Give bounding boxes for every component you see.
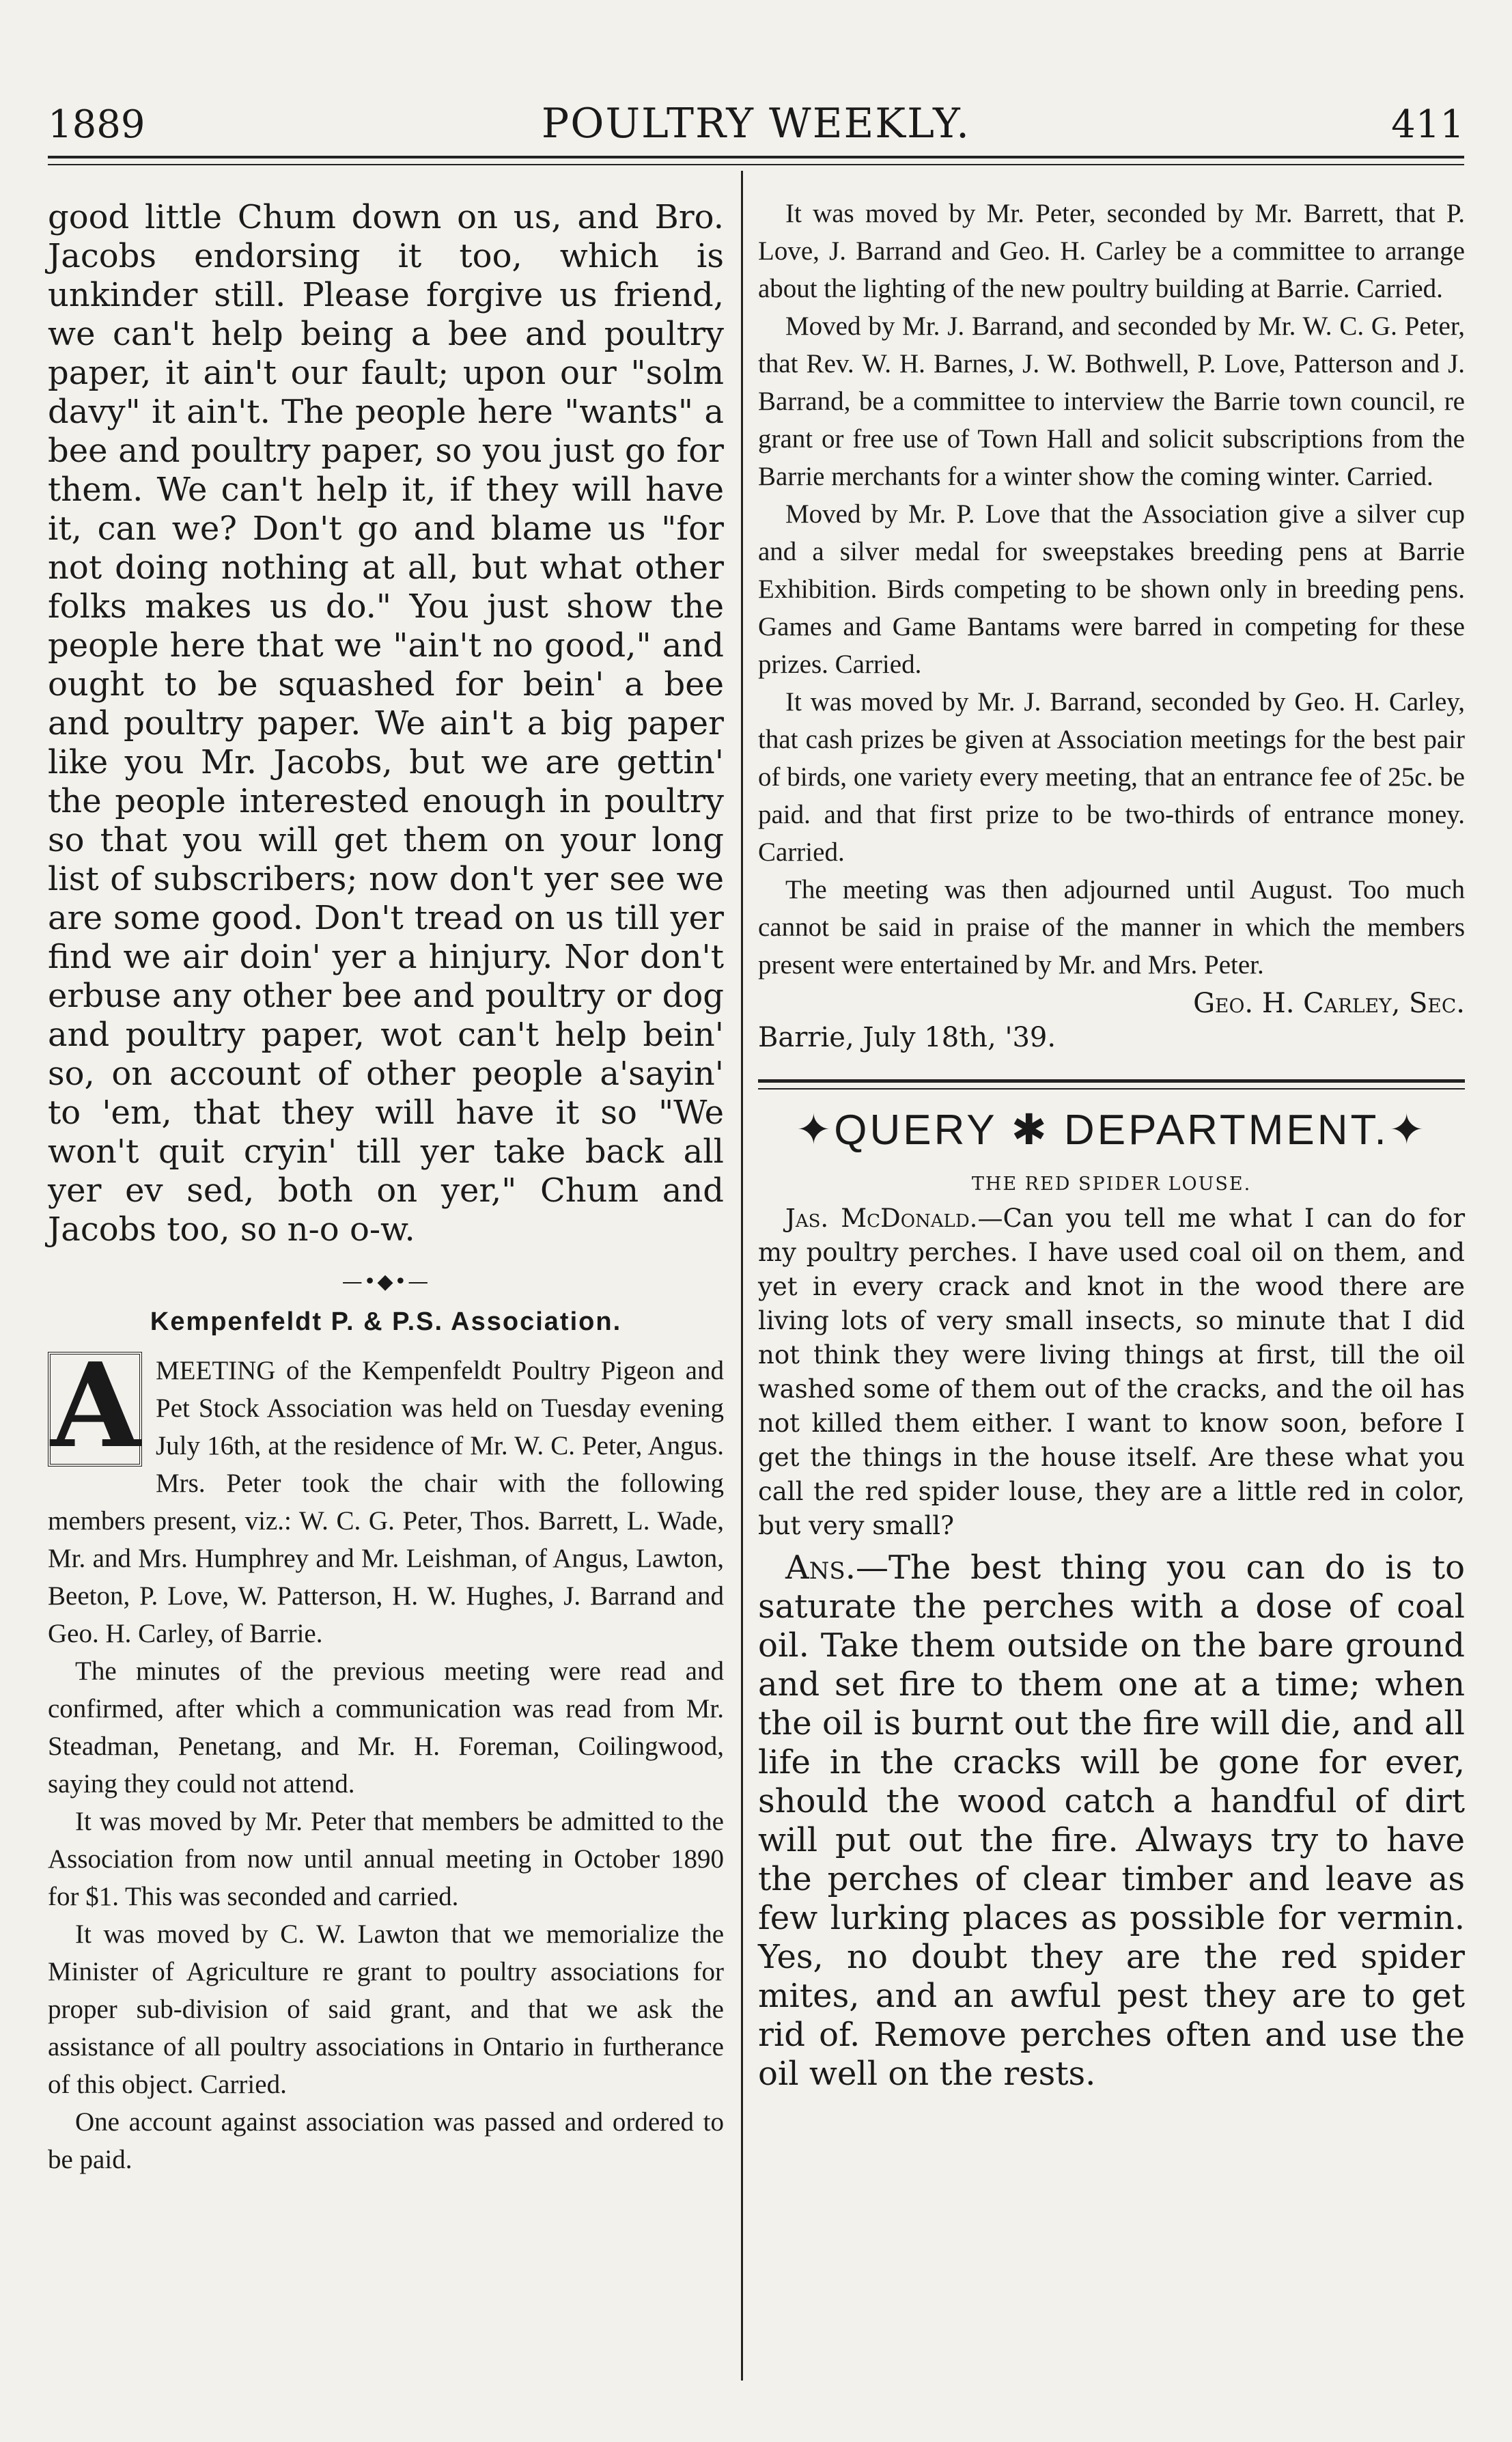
page-header [48,96,1464,157]
ornament-divider [48,1270,724,1294]
header-year: 1889 [48,102,145,147]
query-letter [758,1202,1465,1543]
header-page-number: 411 [1391,102,1464,147]
paragraph-town-council: Moved by Mr. J. Barrand, and seconded by Mr. W. C. G. Peter, that Rev. W. H. Barnes, J. W. Bothwell, P. Love, Patterson and J. Barrand, be a committee to interview the Barrie town council, re grant or free use of Town Hall and solicit subscriptions from the Barrie merchants for a winter show the coming winter. Carried. [758,311,1465,491]
opening-paragraph [48,1337,724,1652]
query-department-heading: ✦QUERY ✱ DEPARTMENT.✦ [796,1107,1427,1154]
header-rule [48,156,1464,165]
query-paragraph [758,1202,1465,1543]
paragraph-account: One account against association was passed and ordered to be paid. [48,2107,724,2174]
query-subheading: THE RED SPIDER LOUSE. [971,1174,1252,1195]
answer-block [758,1549,1465,2094]
opening-smallcaps: MEETING [156,1356,276,1385]
section-title-kempenfeldt: Kempenfeldt P. & P.S. Association. [150,1307,622,1336]
answer-label: Ans. [785,1549,856,1587]
paragraph-lighting: It was moved by Mr. Peter, seconded by Mr. Barrett, that P. Love, J. Barrand and Geo. H. Carley be a committee to arrange about the lighting of the new poultry building at Barrie. Carried. [758,199,1465,303]
paragraph-silver-cup: Moved by Mr. P. Love that the Association give a silver cup and a silver medal for sweepstakes breeding pens at Barrie Exhibition. Birds competing to be shown only in breeding pens. Games and Game Bantams were barred in competing for these prizes. Carried. [758,499,1465,679]
left-column [48,198,724,2178]
section-rule [758,1079,1465,1090]
query-text: —Can you tell me what I can do for my poultry perches. I have used coal oil on them, and yet in every crack and knot in the wood there are living lots of very small insects, so minute that I did not think they were living things at first, till the oil washed some of them out of the cracks, and the oil has not killed them either. I want to know soon, before I get the things in the house itself. Are these what you call the red spider louse, they are a little red in color, but very small? [758,1204,1466,1540]
column-divider [741,171,743,2381]
kempenfeldt-article [48,1337,724,2178]
paragraph-cash-prizes: It was moved by Mr. J. Barrand, seconded by Geo. H. Carley, that cash prizes be given at Association meetings for the best pair of birds, one variety every meeting, that an entrance fee of 25c. be paid. and that first prize to be two-thirds of entrance money. Carried. [758,687,1465,867]
place-date: Barrie, July 18th, '39. [758,1022,1056,1053]
ornament-glyph: —•◆•— [341,1270,430,1294]
answer-paragraph [758,1549,1465,2094]
right-column [758,195,1465,2094]
header-title: POULTRY WEEKLY. [541,100,971,148]
query-author: Jas. McDonald. [785,1204,978,1233]
letter-text: good little Chum down on us, and Bro. Jacobs endorsing it too, which is unkinder still. Please forgive us friend, we can't help being a bee and poultry paper, it ain't our fault; upon our "solm davy" it ain't. The people here "wants" a bee and poultry paper, so you just go for them. We can't help it, if they will have it, can we? Don't go and blame us "for not doing nothing at all, but what other folks makes us do." You just show the people here that we "ain't no good," and ought to be squashed for bein' a bee and poultry paper. We ain't a big paper like you Mr. Jacobs, but we are gettin' the people interested enough in poultry so that you will get them on your long list of subscribers; now don't yer see we are some good. Don't tread on us till yer find we air doin' yer a hinjury. Nor don't erbuse any other bee and poultry or dog and poultry paper, wot can't help bein' so, on account of other people a'sayin' to 'em, that they will have it so "We won't quit cryin' till yer take back all yer ev sed, both on yer," Chum and Jacobs too, so n-o o-w. [48,198,724,1249]
paragraph-membership: It was moved by Mr. Peter that members be admitted to the Association from now until annual meeting in October 1890 for $1. This was seconded and carried. [48,1807,724,1911]
paragraph-memorialize: It was moved by C. W. Lawton that we memorialize the Minister of Agriculture re grant to poultry associations for proper sub-division of said grant, and that we ask the assistance of all poultry associations in Ontario in furtherance of this object. Carried. [48,1919,724,2099]
paragraph-minutes: The minutes of the previous meeting were read and confirmed, after which a communication was read from Mr. Steadman, Penetang, and Mr. H. Foreman, Coilingwood, saying they could not attend. [48,1656,724,1799]
opening-text: of the Kempenfeldt Poultry Pigeon and Pet Stock Association was held on Tuesday evening July 16th, at the residence of Mr. W. C. Peter, Angus. Mrs. Peter took the chair with the following members present, viz.: W. C. G. Peter, Thos. Barrett, L. Wade, Mr. and Mrs. Humphrey and Mr. Leishman, of Angus, Lawton, Beeton, P. Love, W. Patterson, H. W. Hughes, J. Barrand and Geo. H. Carley, of Barrie. [48,1356,724,1648]
secretary-signature: Geo. H. Carley, Sec. [1193,988,1465,1019]
answer-text: —The best thing you can do is to saturate the perches with a dose of coal oil. Take them outside on the bare ground and set fire to them one at a time; when the oil is burnt out the fire will die, and all life in the cracks will be gone for ever, should the wood catch a handful of dirt will put out the fire. Always try to have the perches of clear timber and leave as few lurking places as possible for vermin. Yes, no doubt they are the red spider mites, and an awful pest they are to get rid of. Remove perches often and use the oil well on the rests. [758,1549,1465,2093]
dropcap-letter: A [48,1352,142,1467]
paragraph-adjourned: The meeting was then adjourned until August. Too much cannot be said in praise of the manner in which the members present were entertained by Mr. and Mrs. Peter. [758,875,1465,980]
letter-continuation [48,198,724,1249]
meeting-continuation [758,195,1465,984]
